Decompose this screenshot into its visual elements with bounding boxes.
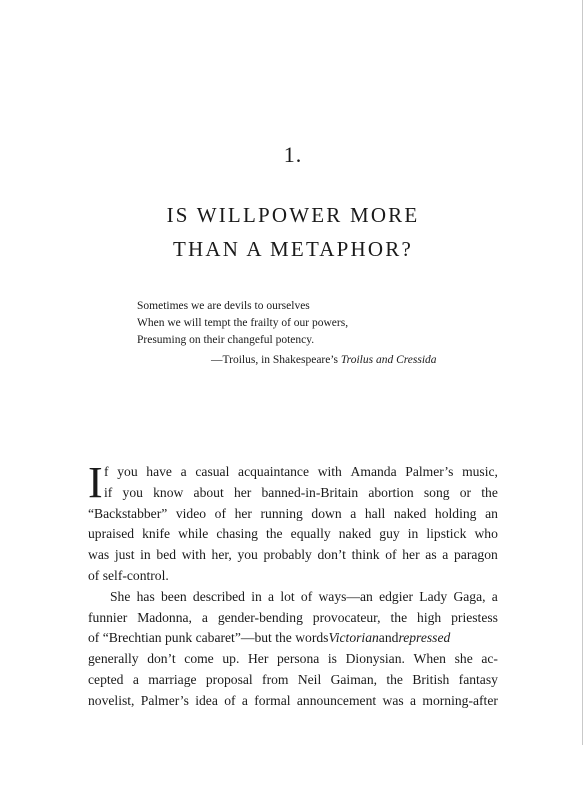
text-line: funnier Madonna, a gender-bending provocateur, the high priestess xyxy=(88,609,498,625)
text-line: of self-control. xyxy=(88,567,169,583)
body-text xyxy=(88,458,498,712)
epigraph-line: Presuming on their changeful potency. xyxy=(137,334,315,346)
text-line: cepted a marriage proposal from Neil Gaiman, the British fantasy xyxy=(88,671,498,687)
epigraph-line: When we will tempt the frailty of our powers, xyxy=(137,317,349,329)
text-line: if you know about her banned-in-Britain abortion song or the xyxy=(104,484,498,500)
paragraph-2 xyxy=(88,587,498,712)
text-segment: of “Brechtian punk cabaret”—but the words xyxy=(88,630,329,646)
text-line: She has been described in a lot of ways—an edgier Lady Gaga, a xyxy=(110,588,498,604)
paragraph-1 xyxy=(88,458,498,587)
epigraph-attribution xyxy=(137,352,437,369)
chapter-number: 1. xyxy=(283,142,303,167)
text-line: was just in bed with her, you probably don’t think of her as a paragon xyxy=(88,547,498,563)
chapter-title-line-2: THAN A METAPHOR? xyxy=(172,237,414,261)
chapter-title-line-1: IS WILLPOWER MORE xyxy=(166,203,420,227)
text-line: f you have a casual acquaintance with Amanda Palmer’s music, xyxy=(104,464,498,479)
italic-term: repressed xyxy=(398,630,451,646)
page-edge xyxy=(582,0,583,745)
chapter-title xyxy=(0,198,586,266)
attribution-text: —Troilus, in Shakespeare’s xyxy=(211,354,341,366)
text-line: “Backstabber” video of her running down a hall naked holding an xyxy=(88,505,498,521)
epigraph-line: Sometimes we are devils to ourselves xyxy=(137,300,310,312)
text-line xyxy=(88,628,498,649)
text-line: generally don’t come up. Her persona is Dionysian. When she ac- xyxy=(88,651,498,667)
text-segment: and xyxy=(378,630,399,646)
text-line: novelist, Palmer’s idea of a formal announcement was a morning-after xyxy=(88,692,498,708)
attribution-work-title: Troilus and Cressida xyxy=(340,354,437,366)
epigraph xyxy=(137,298,437,369)
drop-cap: I xyxy=(88,458,103,507)
italic-term: Victorian xyxy=(328,630,379,646)
text-line: upraised knife while chasing the equally naked guy in lipstick who xyxy=(88,526,498,542)
